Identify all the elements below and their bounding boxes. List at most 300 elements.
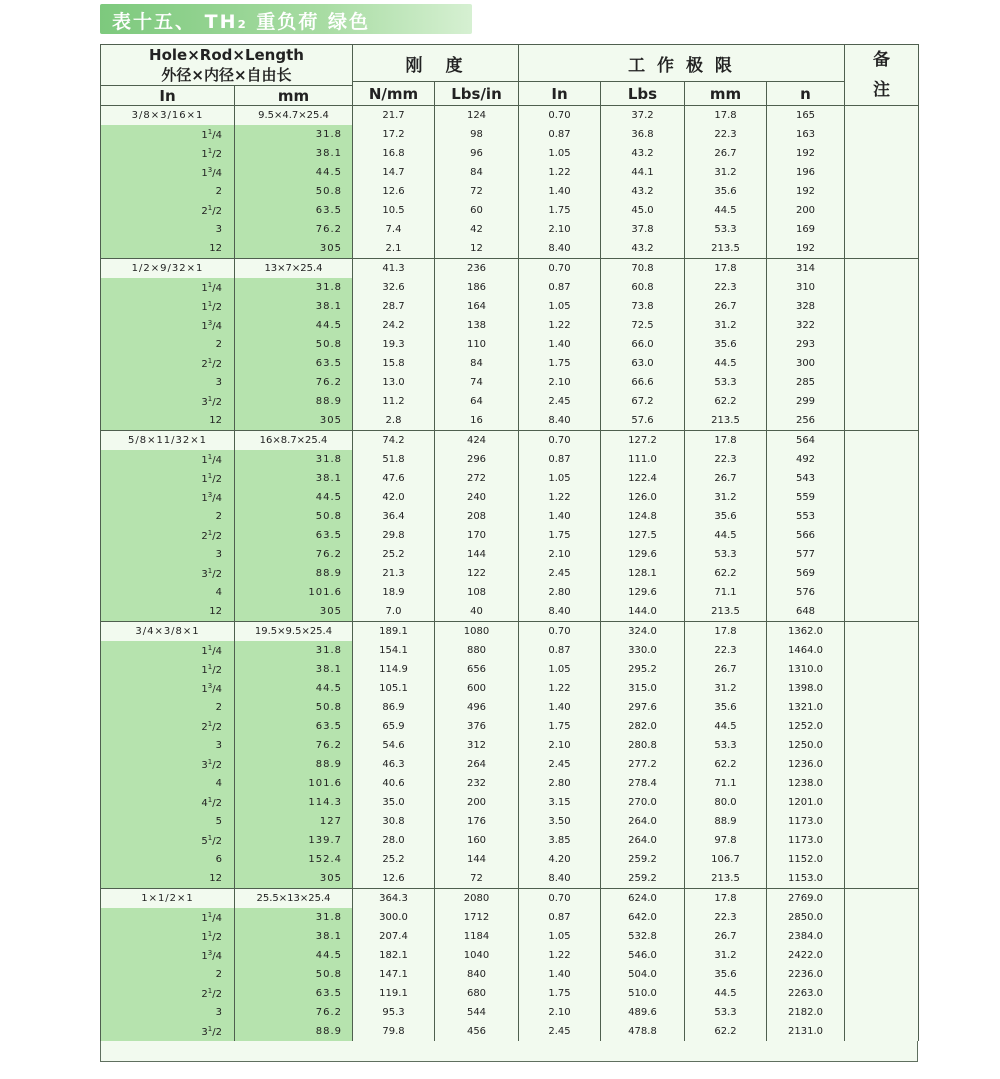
limit-lbs-cell: 129.6 bbox=[601, 545, 685, 564]
note-cell bbox=[845, 220, 919, 239]
limit-lbs-cell: 37.8 bbox=[601, 220, 685, 239]
limit-n-cell: 576 bbox=[767, 583, 845, 602]
limit-mm-cell: 22.3 bbox=[685, 278, 767, 297]
length-whole: 1 bbox=[201, 168, 208, 179]
length-mm-cell: 63.5 bbox=[235, 526, 353, 545]
limit-lbs-cell: 504.0 bbox=[601, 965, 685, 984]
note-cell bbox=[845, 641, 919, 660]
limit-in-cell: 0.70 bbox=[519, 431, 601, 451]
stiffness-lbs-cell: 84 bbox=[435, 163, 519, 182]
table-row bbox=[101, 125, 919, 144]
table-row bbox=[101, 927, 919, 946]
length-whole: 5 bbox=[215, 816, 222, 827]
stiffness-nmm-cell: 16.8 bbox=[353, 144, 435, 163]
limit-in-cell: 0.87 bbox=[519, 908, 601, 927]
length-whole: 3 bbox=[201, 760, 208, 771]
limit-n-header: n bbox=[767, 82, 845, 106]
limit-lbs-cell: 259.2 bbox=[601, 869, 685, 889]
limit-mm-cell: 213.5 bbox=[685, 869, 767, 889]
stiffness-lbs-cell: 42 bbox=[435, 220, 519, 239]
limit-lbs-cell: 264.0 bbox=[601, 812, 685, 831]
length-in-cell bbox=[101, 469, 235, 488]
length-whole: 4 bbox=[215, 778, 222, 789]
length-mm-cell: 31.8 bbox=[235, 908, 353, 927]
length-mm-cell: 88.9 bbox=[235, 392, 353, 411]
stiffness-nmm-cell: 28.0 bbox=[353, 831, 435, 850]
table-row bbox=[101, 144, 919, 163]
stiffness-lbs-cell: 1040 bbox=[435, 946, 519, 965]
limit-n-cell: 300 bbox=[767, 354, 845, 373]
limit-in-cell: 0.87 bbox=[519, 278, 601, 297]
length-in-cell bbox=[101, 679, 235, 698]
limit-n-cell: 2422.0 bbox=[767, 946, 845, 965]
length-whole: 1 bbox=[201, 913, 208, 924]
length-whole: 4 bbox=[215, 587, 222, 598]
note-cell bbox=[845, 469, 919, 488]
table-row bbox=[101, 163, 919, 182]
limit-in-cell: 0.87 bbox=[519, 641, 601, 660]
limit-lbs-cell: 489.6 bbox=[601, 1003, 685, 1022]
table-row bbox=[101, 602, 919, 622]
length-whole: 1 bbox=[201, 149, 208, 160]
stiffness-lbs-cell: 108 bbox=[435, 583, 519, 602]
stiffness-nmm-cell: 154.1 bbox=[353, 641, 435, 660]
note-cell bbox=[845, 239, 919, 259]
limit-n-cell: 2850.0 bbox=[767, 908, 845, 927]
length-whole: 6 bbox=[215, 854, 222, 865]
limit-in-cell: 1.75 bbox=[519, 354, 601, 373]
table-row bbox=[101, 1022, 919, 1041]
stiffness-nmm-cell: 86.9 bbox=[353, 698, 435, 717]
limit-in-cell: 2.10 bbox=[519, 545, 601, 564]
length-fraction: $^1$/2 bbox=[207, 987, 222, 1000]
limit-in-cell: 1.22 bbox=[519, 679, 601, 698]
limit-n-cell: 314 bbox=[767, 259, 845, 279]
length-whole: 12 bbox=[209, 606, 222, 617]
stiffness-nmm-cell: 12.6 bbox=[353, 182, 435, 201]
limit-n-cell: 1310.0 bbox=[767, 660, 845, 679]
stiffness-lbs-cell: 544 bbox=[435, 1003, 519, 1022]
limit-in-cell: 1.05 bbox=[519, 144, 601, 163]
limit-mm-cell: 31.2 bbox=[685, 946, 767, 965]
limit-n-cell: 559 bbox=[767, 488, 845, 507]
length-fraction: $^1$/4 bbox=[207, 644, 222, 657]
note-cell bbox=[845, 946, 919, 965]
length-mm-cell: 50.8 bbox=[235, 507, 353, 526]
mm-header: mm bbox=[235, 86, 353, 106]
stiffness-lbs-cell: 84 bbox=[435, 354, 519, 373]
note-cell bbox=[845, 431, 919, 451]
limit-mm-cell: 31.2 bbox=[685, 163, 767, 182]
stiffness-lbs-cell: 200 bbox=[435, 793, 519, 812]
length-mm-cell: 305 bbox=[235, 869, 353, 889]
limit-n-cell: 543 bbox=[767, 469, 845, 488]
stiffness-nmm-cell: 32.6 bbox=[353, 278, 435, 297]
length-mm-cell: 305 bbox=[235, 239, 353, 259]
stiffness-lbs-cell: 74 bbox=[435, 373, 519, 392]
limit-mm-cell: 26.7 bbox=[685, 469, 767, 488]
table-row bbox=[101, 641, 919, 660]
length-fraction: $^1$/2 bbox=[207, 472, 222, 485]
table-row bbox=[101, 793, 919, 812]
length-whole: 1 bbox=[201, 684, 208, 695]
limit-in-cell: 1.22 bbox=[519, 316, 601, 335]
table-row bbox=[101, 373, 919, 392]
limit-n-cell: 1464.0 bbox=[767, 641, 845, 660]
note-cell bbox=[845, 450, 919, 469]
stiffness-lbs-cell: 680 bbox=[435, 984, 519, 1003]
stiffness-nmm-cell: 182.1 bbox=[353, 946, 435, 965]
limit-lbs-cell: 278.4 bbox=[601, 774, 685, 793]
limit-n-cell: 2384.0 bbox=[767, 927, 845, 946]
length-whole: 12 bbox=[209, 415, 222, 426]
stiffness-lbs-cell: 312 bbox=[435, 736, 519, 755]
note-cell bbox=[845, 106, 919, 126]
stiffness-lbs-cell: 122 bbox=[435, 564, 519, 583]
length-mm-cell: 76.2 bbox=[235, 220, 353, 239]
length-whole: 3 bbox=[215, 1007, 222, 1018]
limit-in-cell: 2.10 bbox=[519, 373, 601, 392]
length-mm-cell: 305 bbox=[235, 602, 353, 622]
limit-lbs-cell: 70.8 bbox=[601, 259, 685, 279]
note-cell bbox=[845, 125, 919, 144]
limit-in-cell: 1.05 bbox=[519, 927, 601, 946]
note-cell bbox=[845, 869, 919, 889]
length-fraction: $^1$/2 bbox=[207, 663, 222, 676]
table-row bbox=[101, 297, 919, 316]
stiffness-lbs-cell: 110 bbox=[435, 335, 519, 354]
limit-in-cell: 2.80 bbox=[519, 583, 601, 602]
note-cell bbox=[845, 908, 919, 927]
table-row bbox=[101, 831, 919, 850]
stiffness-nmm-cell: 147.1 bbox=[353, 965, 435, 984]
limit-n-cell: 1321.0 bbox=[767, 698, 845, 717]
length-whole: 1 bbox=[201, 474, 208, 485]
length-mm-cell: 101.6 bbox=[235, 774, 353, 793]
table-row bbox=[101, 984, 919, 1003]
limit-mm-cell: 44.5 bbox=[685, 354, 767, 373]
length-mm-cell: 31.8 bbox=[235, 278, 353, 297]
length-in-cell bbox=[101, 392, 235, 411]
limit-in-cell: 0.70 bbox=[519, 106, 601, 126]
length-whole: 1 bbox=[201, 130, 208, 141]
table-row bbox=[101, 239, 919, 259]
limit-in-cell: 1.22 bbox=[519, 946, 601, 965]
note-cell bbox=[845, 144, 919, 163]
length-fraction: $^1$/2 bbox=[207, 204, 222, 217]
table-row bbox=[101, 106, 919, 126]
length-mm-cell: 139.7 bbox=[235, 831, 353, 850]
note-cell bbox=[845, 354, 919, 373]
limit-lbs-cell: 73.8 bbox=[601, 297, 685, 316]
length-mm-cell: 44.5 bbox=[235, 946, 353, 965]
note-cell bbox=[845, 793, 919, 812]
limit-mm-cell: 71.1 bbox=[685, 774, 767, 793]
limit-n-cell: 1173.0 bbox=[767, 812, 845, 831]
limit-lbs-cell: 129.6 bbox=[601, 583, 685, 602]
length-whole: 2 bbox=[215, 969, 222, 980]
limit-n-cell: 648 bbox=[767, 602, 845, 622]
stiffness-nmm-cell: 30.8 bbox=[353, 812, 435, 831]
limit-mm-cell: 31.2 bbox=[685, 679, 767, 698]
length-in-cell: 3/4×3/8×1 bbox=[101, 622, 235, 642]
limit-lbs-cell: 478.8 bbox=[601, 1022, 685, 1041]
stiffness-nmm-cell: 40.6 bbox=[353, 774, 435, 793]
note-cell bbox=[845, 163, 919, 182]
limit-lbs-cell: 72.5 bbox=[601, 316, 685, 335]
stiffness-lbs-cell: 98 bbox=[435, 125, 519, 144]
length-whole: 1 bbox=[201, 455, 208, 466]
limit-mm-cell: 62.2 bbox=[685, 755, 767, 774]
note-cell bbox=[845, 507, 919, 526]
limit-in-cell: 1.22 bbox=[519, 163, 601, 182]
length-mm-cell: 38.1 bbox=[235, 660, 353, 679]
stiffness-lbs-cell: 64 bbox=[435, 392, 519, 411]
note-cell bbox=[845, 717, 919, 736]
length-mm-cell: 50.8 bbox=[235, 698, 353, 717]
length-in-cell bbox=[101, 373, 235, 392]
length-whole: 3 bbox=[215, 740, 222, 751]
length-whole: 1 bbox=[201, 321, 208, 332]
limit-lbs-cell: 111.0 bbox=[601, 450, 685, 469]
length-in-cell bbox=[101, 850, 235, 869]
length-fraction: $^3$/4 bbox=[207, 491, 222, 504]
stiffness-lbs-cell: 40 bbox=[435, 602, 519, 622]
stiffness-nmm-cell: 46.3 bbox=[353, 755, 435, 774]
limit-lbs-cell: 532.8 bbox=[601, 927, 685, 946]
length-in-cell bbox=[101, 946, 235, 965]
length-in-cell bbox=[101, 239, 235, 259]
table-row bbox=[101, 1003, 919, 1022]
stiffness-nmm-cell: 114.9 bbox=[353, 660, 435, 679]
length-in-cell bbox=[101, 660, 235, 679]
stiffness-nmm-cell: 7.0 bbox=[353, 602, 435, 622]
table-row bbox=[101, 182, 919, 201]
length-in-cell bbox=[101, 984, 235, 1003]
length-whole: 1 bbox=[201, 932, 208, 943]
length-mm-cell: 44.5 bbox=[235, 316, 353, 335]
limit-in-cell: 0.70 bbox=[519, 622, 601, 642]
length-in-cell bbox=[101, 965, 235, 984]
length-fraction: $^1$/2 bbox=[207, 720, 222, 733]
length-in-cell bbox=[101, 564, 235, 583]
stiffness-nmm-cell: 189.1 bbox=[353, 622, 435, 642]
limit-mm-cell: 62.2 bbox=[685, 392, 767, 411]
limit-in-cell: 1.05 bbox=[519, 297, 601, 316]
length-mm-cell: 114.3 bbox=[235, 793, 353, 812]
stiffness-nmm-cell: 11.2 bbox=[353, 392, 435, 411]
limit-n-cell: 163 bbox=[767, 125, 845, 144]
table-row bbox=[101, 469, 919, 488]
stiffness-nmm-cell: 207.4 bbox=[353, 927, 435, 946]
limit-in-header: In bbox=[519, 82, 601, 106]
limit-lbs-cell: 43.2 bbox=[601, 182, 685, 201]
length-fraction: $^3$/4 bbox=[207, 319, 222, 332]
limit-in-cell: 3.85 bbox=[519, 831, 601, 850]
length-fraction: $^3$/4 bbox=[207, 949, 222, 962]
limit-n-cell: 1398.0 bbox=[767, 679, 845, 698]
table-row bbox=[101, 220, 919, 239]
length-mm-cell: 305 bbox=[235, 411, 353, 431]
length-in-cell bbox=[101, 125, 235, 144]
length-fraction: $^1$/4 bbox=[207, 281, 222, 294]
limit-lbs-cell: 642.0 bbox=[601, 908, 685, 927]
stiffness-nmm-cell: 12.6 bbox=[353, 869, 435, 889]
stiffness-lbs-cell: 60 bbox=[435, 201, 519, 220]
limit-lbs-cell: 510.0 bbox=[601, 984, 685, 1003]
length-in-cell bbox=[101, 163, 235, 182]
stiffness-lbs-cell: 138 bbox=[435, 316, 519, 335]
length-fraction: $^1$/2 bbox=[207, 834, 222, 847]
table-row bbox=[101, 507, 919, 526]
length-mm-cell: 13×7×25.4 bbox=[235, 259, 353, 279]
limit-n-cell: 165 bbox=[767, 106, 845, 126]
stiffness-lbs-cell: 236 bbox=[435, 259, 519, 279]
limit-lbs-cell: 43.2 bbox=[601, 239, 685, 259]
limit-lbs-cell: 315.0 bbox=[601, 679, 685, 698]
length-mm-cell: 101.6 bbox=[235, 583, 353, 602]
limit-n-cell: 2131.0 bbox=[767, 1022, 845, 1041]
length-in-cell bbox=[101, 755, 235, 774]
limit-in-cell: 1.05 bbox=[519, 469, 601, 488]
table-row bbox=[101, 278, 919, 297]
length-mm-cell: 127 bbox=[235, 812, 353, 831]
length-in-cell bbox=[101, 793, 235, 812]
length-whole: 4 bbox=[201, 798, 208, 809]
stiffness-nmm-cell: 29.8 bbox=[353, 526, 435, 545]
limit-mm-cell: 53.3 bbox=[685, 545, 767, 564]
limit-n-cell: 1362.0 bbox=[767, 622, 845, 642]
length-whole: 2 bbox=[201, 722, 208, 733]
length-in-cell bbox=[101, 316, 235, 335]
table-row bbox=[101, 335, 919, 354]
length-fraction: $^1$/2 bbox=[207, 758, 222, 771]
note-cell bbox=[845, 411, 919, 431]
stiffness-lbs-cell: 232 bbox=[435, 774, 519, 793]
limit-mm-cell: 62.2 bbox=[685, 564, 767, 583]
stiffness-lbs-cell: 72 bbox=[435, 182, 519, 201]
limit-in-cell: 1.40 bbox=[519, 698, 601, 717]
limit-mm-cell: 53.3 bbox=[685, 373, 767, 392]
length-in-cell bbox=[101, 182, 235, 201]
table-row bbox=[101, 392, 919, 411]
table-body bbox=[101, 106, 919, 1042]
limit-n-cell: 564 bbox=[767, 431, 845, 451]
limit-in-cell: 0.87 bbox=[519, 450, 601, 469]
length-mm-cell: 44.5 bbox=[235, 679, 353, 698]
stiffness-lbs-cell: 376 bbox=[435, 717, 519, 736]
stiffness-nmm-cell: 7.4 bbox=[353, 220, 435, 239]
stiffness-nmm-cell: 13.0 bbox=[353, 373, 435, 392]
stiffness-lbs-cell: 296 bbox=[435, 450, 519, 469]
limit-mm-cell: 44.5 bbox=[685, 526, 767, 545]
limit-lbs-cell: 67.2 bbox=[601, 392, 685, 411]
length-fraction: $^3$/4 bbox=[207, 682, 222, 695]
length-in-cell bbox=[101, 450, 235, 469]
length-whole: 1 bbox=[201, 283, 208, 294]
note-cell bbox=[845, 850, 919, 869]
length-mm-cell: 63.5 bbox=[235, 717, 353, 736]
length-in-cell bbox=[101, 1003, 235, 1022]
length-whole: 2 bbox=[215, 186, 222, 197]
stiffness-lbs-cell: 1712 bbox=[435, 908, 519, 927]
limit-lbs-cell: 66.0 bbox=[601, 335, 685, 354]
limit-in-cell: 1.75 bbox=[519, 526, 601, 545]
length-in-cell bbox=[101, 297, 235, 316]
length-mm-cell: 88.9 bbox=[235, 1022, 353, 1041]
limit-mm-cell: 44.5 bbox=[685, 201, 767, 220]
stiff-nmm-header: N/mm bbox=[353, 82, 435, 106]
limit-mm-cell: 53.3 bbox=[685, 1003, 767, 1022]
stiffness-nmm-cell: 35.0 bbox=[353, 793, 435, 812]
stiffness-lbs-cell: 656 bbox=[435, 660, 519, 679]
length-in-cell bbox=[101, 583, 235, 602]
length-mm-cell: 88.9 bbox=[235, 755, 353, 774]
length-mm-cell: 76.2 bbox=[235, 1003, 353, 1022]
length-fraction: $^1$/2 bbox=[207, 395, 222, 408]
limit-in-cell: 1.75 bbox=[519, 717, 601, 736]
table-row bbox=[101, 717, 919, 736]
stiffness-nmm-cell: 79.8 bbox=[353, 1022, 435, 1041]
note-cell bbox=[845, 259, 919, 279]
limit-lbs-cell: 282.0 bbox=[601, 717, 685, 736]
limit-mm-cell: 35.6 bbox=[685, 335, 767, 354]
length-mm-cell: 38.1 bbox=[235, 469, 353, 488]
limit-in-cell: 1.22 bbox=[519, 488, 601, 507]
stiffness-lbs-cell: 456 bbox=[435, 1022, 519, 1041]
stiffness-lbs-cell: 12 bbox=[435, 239, 519, 259]
table-title-bar bbox=[100, 4, 472, 34]
stiffness-nmm-cell: 300.0 bbox=[353, 908, 435, 927]
length-in-cell: 3/8×3/16×1 bbox=[101, 106, 235, 126]
limit-mm-cell: 97.8 bbox=[685, 831, 767, 850]
limit-n-cell: 1173.0 bbox=[767, 831, 845, 850]
stiffness-nmm-cell: 14.7 bbox=[353, 163, 435, 182]
length-mm-cell: 88.9 bbox=[235, 564, 353, 583]
length-whole: 12 bbox=[209, 873, 222, 884]
table-row bbox=[101, 488, 919, 507]
length-fraction: $^1$/2 bbox=[207, 300, 222, 313]
length-mm-cell: 19.5×9.5×25.4 bbox=[235, 622, 353, 642]
limit-lbs-cell: 270.0 bbox=[601, 793, 685, 812]
length-mm-cell: 63.5 bbox=[235, 201, 353, 220]
table-row bbox=[101, 450, 919, 469]
length-mm-cell: 76.2 bbox=[235, 545, 353, 564]
limit-n-cell: 299 bbox=[767, 392, 845, 411]
length-mm-cell: 31.8 bbox=[235, 125, 353, 144]
table-row bbox=[101, 431, 919, 451]
size-header-cn: 外径×内径×自由长 bbox=[161, 65, 292, 84]
table-row bbox=[101, 755, 919, 774]
limit-n-cell: 569 bbox=[767, 564, 845, 583]
limit-mm-cell: 22.3 bbox=[685, 641, 767, 660]
limit-in-cell: 2.45 bbox=[519, 392, 601, 411]
stiffness-nmm-cell: 51.8 bbox=[353, 450, 435, 469]
limit-in-cell: 2.10 bbox=[519, 1003, 601, 1022]
limit-n-cell: 2182.0 bbox=[767, 1003, 845, 1022]
length-in-cell bbox=[101, 1022, 235, 1041]
table-row bbox=[101, 564, 919, 583]
limit-n-cell: 192 bbox=[767, 239, 845, 259]
length-mm-cell: 50.8 bbox=[235, 965, 353, 984]
stiffness-nmm-cell: 15.8 bbox=[353, 354, 435, 373]
stiffness-lbs-cell: 144 bbox=[435, 545, 519, 564]
length-mm-cell: 44.5 bbox=[235, 488, 353, 507]
length-mm-cell: 63.5 bbox=[235, 354, 353, 373]
limit-lbs-cell: 330.0 bbox=[601, 641, 685, 660]
limit-mm-cell: 35.6 bbox=[685, 182, 767, 201]
length-whole: 1 bbox=[201, 951, 208, 962]
